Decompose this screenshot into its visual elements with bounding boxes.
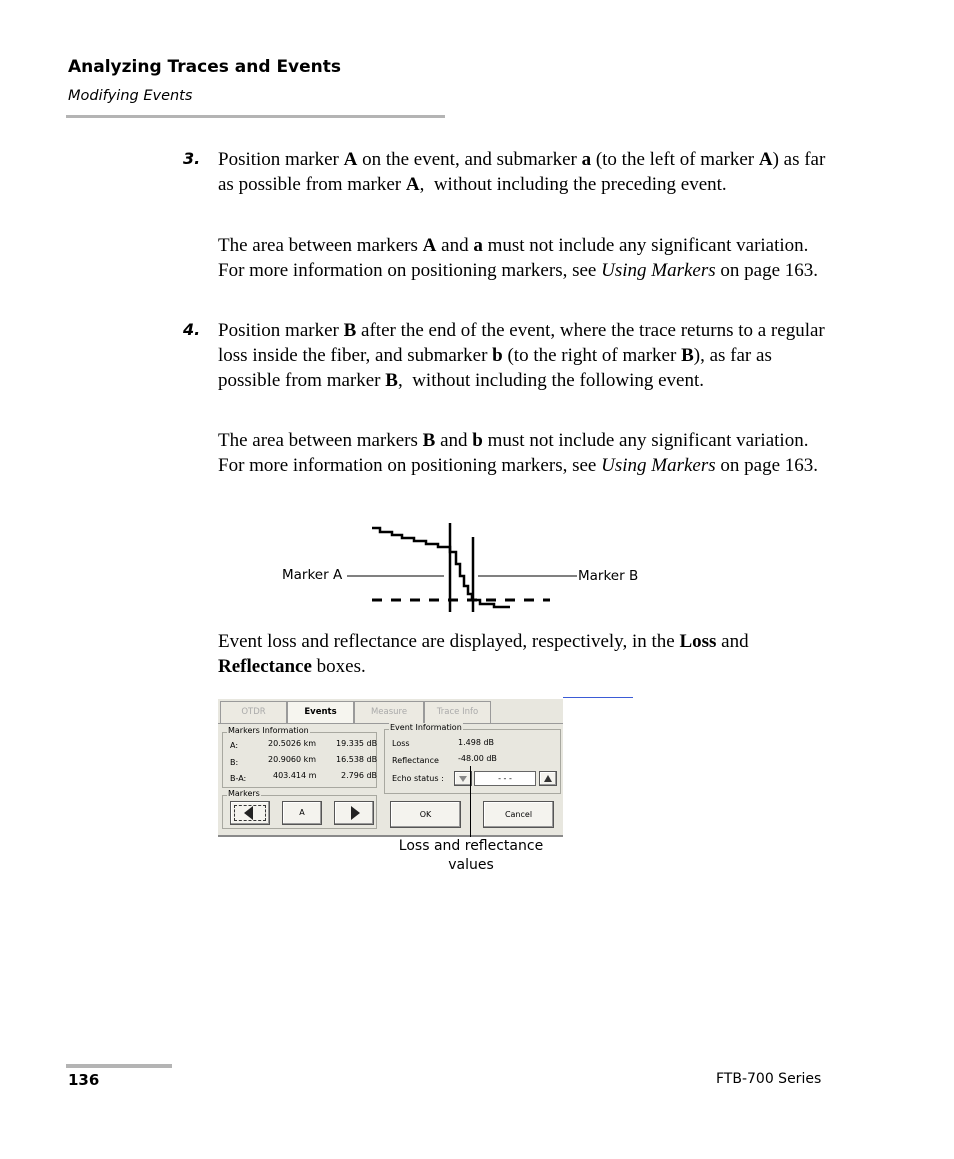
triangle-down-icon (459, 776, 467, 782)
markers-title: Markers (228, 789, 260, 798)
section-title: Modifying Events (68, 88, 193, 104)
series-name: FTB-700 Series (716, 1071, 822, 1087)
tab-measure[interactable]: Measure (354, 701, 424, 723)
marker-a-label: Marker A (282, 567, 343, 583)
decorative-line (563, 697, 633, 698)
step-note: The area between markers A and a must not include any significant variation. For more information on positioning markers, see Using Markers on page 163. (218, 235, 819, 281)
markers-group (222, 789, 377, 829)
events-dialog (218, 699, 563, 837)
reflectance-label: Reflectance (392, 756, 439, 765)
chapter-title: Analyzing Traces and Events (68, 57, 342, 77)
footer-divider (66, 1064, 172, 1068)
row-distance: 403.414 m (273, 771, 317, 780)
arrow-left-icon (244, 806, 253, 820)
row-label: B: (230, 758, 239, 767)
marker-left-button[interactable] (230, 801, 270, 825)
loss-label: Loss (392, 739, 410, 748)
event-info-title: Event Information (390, 723, 462, 732)
row-distance: 20.5026 km (268, 739, 317, 748)
loss-value: 1.498 dB (458, 738, 495, 747)
echo-up-button[interactable] (539, 771, 557, 786)
row-value: 2.796 dB (341, 771, 378, 780)
echo-status-label: Echo status : (392, 774, 444, 783)
callout-label: Loss and reflectance values (398, 838, 544, 873)
markers-info-group (222, 726, 378, 788)
page-number: 136 (68, 1071, 100, 1089)
marker-b-label: Marker B (578, 568, 639, 584)
tab-otdr[interactable]: OTDR (220, 701, 287, 723)
step-note: The area between markers B and b must not include any significant variation. For more information on positioning markers, see Using Markers on page 163. (218, 430, 819, 476)
tab-trace-info[interactable]: Trace Info (424, 701, 491, 723)
row-label: B-A: (230, 774, 247, 783)
marker-right-button[interactable] (334, 801, 374, 825)
marker-a-button[interactable]: A (282, 801, 322, 825)
step-number: 4. (183, 320, 201, 339)
header-divider (66, 115, 445, 118)
markers-info-title: Markers Information (228, 726, 309, 735)
step-text: Position marker A on the event, and submarker a (to the left of marker A) as far as possible from marker A, without including the preceding event. (218, 149, 826, 195)
marker-diagram (280, 520, 650, 620)
ok-button[interactable]: OK (390, 801, 461, 828)
row-value: 16.538 dB (336, 755, 378, 764)
row-label: A: (230, 741, 239, 750)
cancel-button[interactable]: Cancel (483, 801, 554, 828)
trace-line (372, 528, 510, 607)
loss-reflectance-text: Event loss and reflectance are displayed, respectively, in the Loss and Reflectance boxes. (218, 631, 749, 677)
arrow-right-icon (351, 806, 360, 820)
row-distance: 20.9060 km (268, 755, 317, 764)
step-number: 3. (183, 149, 201, 168)
callout-leader (470, 766, 471, 837)
tab-events[interactable]: Events (287, 701, 354, 724)
event-info-group (384, 723, 561, 794)
triangle-up-icon (544, 775, 552, 782)
step-text: Position marker B after the end of the event, where the trace returns to a regular loss inside the fiber, and submarker b (to the right of marker B), as far as possible from marker B, without including the following event. (218, 320, 825, 391)
echo-status-field[interactable]: - - - (474, 771, 536, 786)
reflectance-value: -48.00 dB (458, 754, 497, 763)
row-value: 19.335 dB (336, 739, 378, 748)
